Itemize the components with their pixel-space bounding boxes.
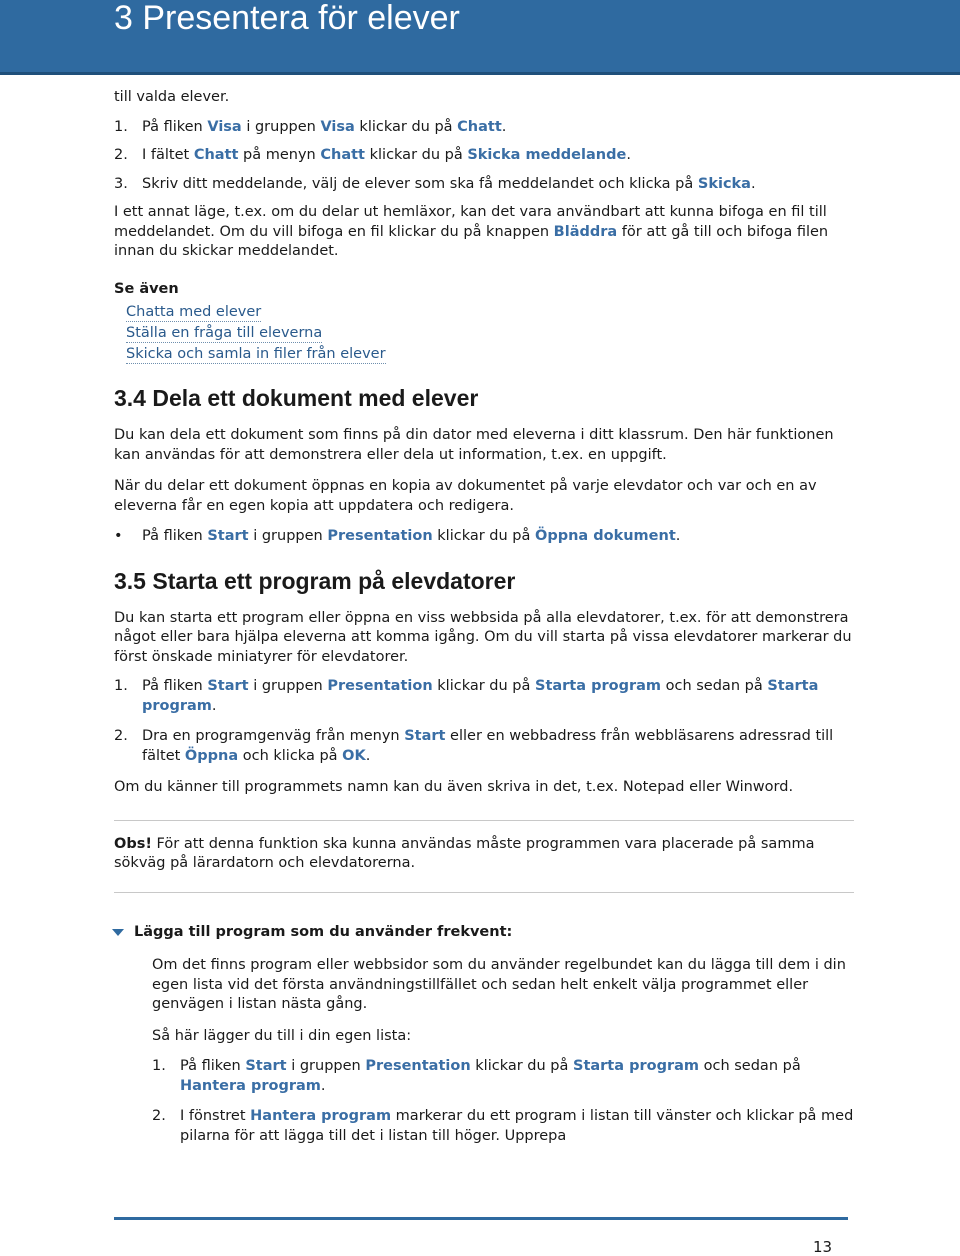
footer-rule [114, 1217, 848, 1220]
ui-term: Hantera program [180, 1077, 321, 1094]
expand-toggle[interactable] [114, 923, 854, 943]
ui-term: Starta program [142, 678, 819, 714]
step-text: . [320, 1077, 326, 1094]
ui-term: Skicka meddelande [467, 147, 627, 163]
paragraph: Om det finns program eller webbsidor som du använder regelbundet kan du lägga till dem i din egen lista vid det första användningstillfället och sedan helt enkelt välja programmet eller genvägen i listan nästa gång. [152, 957, 846, 1012]
ui-term: Presentation [327, 528, 433, 544]
main-content [114, 88, 854, 1146]
step-text: . [750, 175, 756, 192]
step-text: och sedan på [661, 678, 768, 694]
step-text: i gruppen [248, 678, 328, 694]
page-header [0, 0, 960, 75]
step-text: i gruppen [248, 528, 328, 544]
ui-term: Starta program [573, 1058, 699, 1074]
ui-term: Chatt [457, 118, 502, 135]
chapter-title: 3 Presentera för elever [114, 0, 460, 37]
step-text: markerar du ett program i listan till vänster och klickar på med pilarna för att lägga till det i listan till höger. Upprepa [180, 1108, 854, 1144]
step-text: . [211, 697, 217, 714]
step-number: 2. [152, 1108, 166, 1124]
ui-term: Start [404, 728, 446, 744]
ui-term: Öppna [184, 747, 239, 764]
see-also-link-files[interactable]: Skicka och samla in filer från elever [126, 346, 386, 362]
list-item [114, 118, 854, 138]
step-number: 1. [152, 1058, 166, 1074]
step-number: 2. [114, 147, 128, 163]
step-text: . [365, 747, 371, 764]
step-text: klickar du på [470, 1058, 573, 1074]
see-also-link-chat[interactable]: Chatta med elever [126, 304, 262, 320]
see-also-links [126, 303, 854, 364]
step-text: På fliken [180, 1058, 246, 1074]
note-text [114, 835, 854, 874]
ui-term: Presentation [365, 1058, 471, 1074]
section-heading: 3.5 Starta ett program på elevdatorer [114, 567, 516, 594]
page-number: 13 [813, 1238, 833, 1256]
add-program-steps [152, 1057, 854, 1146]
list-item [114, 527, 854, 547]
ui-term: Bläddra [553, 223, 618, 240]
note-body: För att denna funktion ska kunna användas måste programmen vara placerade på samma sökväg på lärardatorn och elevdatorerna. [114, 835, 815, 871]
expand-title: Lägga till program som du använder frekvent: [134, 923, 513, 940]
step-number: 1. [114, 678, 128, 694]
section-heading: 3.4 Dela ett dokument med elever [114, 385, 479, 411]
expand-triangle-icon [112, 929, 124, 936]
list-item [114, 146, 854, 166]
step-text: I fönstret [180, 1108, 251, 1124]
ui-term: Öppna dokument [535, 528, 676, 544]
step-text: klickar du på [365, 147, 468, 163]
ui-term: Start [245, 1058, 287, 1074]
step-number: 2. [114, 728, 128, 744]
step-text: I fältet [142, 147, 194, 163]
paragraph: När du delar ett dokument öppnas en kopia av dokumentet på varje elevdator och var och en av eleverna får en egen kopia att uppdatera och redigera. [114, 478, 817, 514]
list-item [114, 727, 854, 766]
step-text: Dra en programgenväg från menyn [142, 728, 405, 744]
expand-body [152, 956, 854, 1146]
see-also-heading: Se även [114, 280, 179, 297]
step-text: klickar du på [432, 678, 535, 694]
ui-term: Presentation [327, 678, 433, 694]
step-number: 3. [114, 175, 128, 192]
note-label: Obs! [114, 835, 152, 852]
ui-term: Visa [207, 118, 242, 135]
step-text: i gruppen [286, 1058, 366, 1074]
step-text: Skriv ditt meddelande, välj de elever som ska få meddelandet och klicka på [142, 175, 698, 192]
step-number: 1. [114, 118, 128, 135]
paragraph-text: I ett annat läge, t.ex. om du delar ut hemläxor, kan det vara användbart att kunna bifoga en fil till meddelandet. Om du vill bifoga en fil klickar du på knappen [114, 204, 827, 240]
paragraph: Du kan dela ett dokument som finns på din dator med eleverna i ditt klassrum. Den här funktionen kan användas för att demonstrera eller dela ut information, t.ex. en uppgift. [114, 427, 834, 463]
paragraph: Så här lägger du till i din egen lista: [152, 1027, 412, 1044]
ui-term: Hantera program [250, 1108, 392, 1124]
chat-steps [114, 118, 854, 195]
start-program-steps [114, 677, 854, 766]
step-text: och sedan på [699, 1058, 801, 1074]
step-text: klickar du på [432, 528, 535, 544]
step-text: i gruppen [241, 118, 321, 135]
step-text: eller en webbadress från webbläsarens adressrad till fältet [142, 728, 834, 764]
ui-term: Chatt [320, 147, 365, 163]
step-text: på menyn [238, 147, 321, 163]
step-text: klickar du på [354, 118, 458, 135]
list-item [152, 1107, 854, 1146]
step-text: . [626, 147, 631, 163]
intro-text: till valda elever. [114, 89, 230, 105]
step-text: På fliken [142, 678, 208, 694]
ui-term: Chatt [193, 147, 239, 163]
paragraph-text: för att gå till och bifoga filen innan du skickar meddelandet. [114, 223, 829, 259]
step-text: . [675, 528, 681, 544]
step-text: På fliken [142, 528, 208, 544]
ui-term: Starta program [535, 678, 661, 694]
ui-term: Start [207, 678, 249, 694]
ui-term: Visa [320, 118, 355, 135]
attach-paragraph [114, 203, 854, 262]
ui-term: Start [207, 528, 249, 544]
step-text: På fliken [142, 118, 208, 135]
step-text: . [501, 118, 507, 135]
list-item [114, 175, 854, 195]
note-box [114, 820, 854, 893]
step-text: och klicka på [238, 747, 343, 764]
ui-term: OK [342, 747, 366, 764]
list-item [152, 1057, 854, 1096]
paragraph: Du kan starta ett program eller öppna en viss webbsida på alla elevdatorer, t.ex. för att demonstrera något eller bara hjälpa eleverna att komma igång. Om du vill starta på vissa elevdatorer markerar du först önskade miniatyrer för elevdatorer. [114, 609, 852, 665]
ui-term: Skicka [697, 175, 751, 192]
share-steps [114, 527, 854, 547]
see-also-link-question[interactable]: Ställa en fråga till eleverna [126, 325, 323, 341]
list-item [114, 677, 854, 716]
paragraph: Om du känner till programmets namn kan du även skriva in det, t.ex. Notepad eller Winword. [114, 779, 794, 795]
